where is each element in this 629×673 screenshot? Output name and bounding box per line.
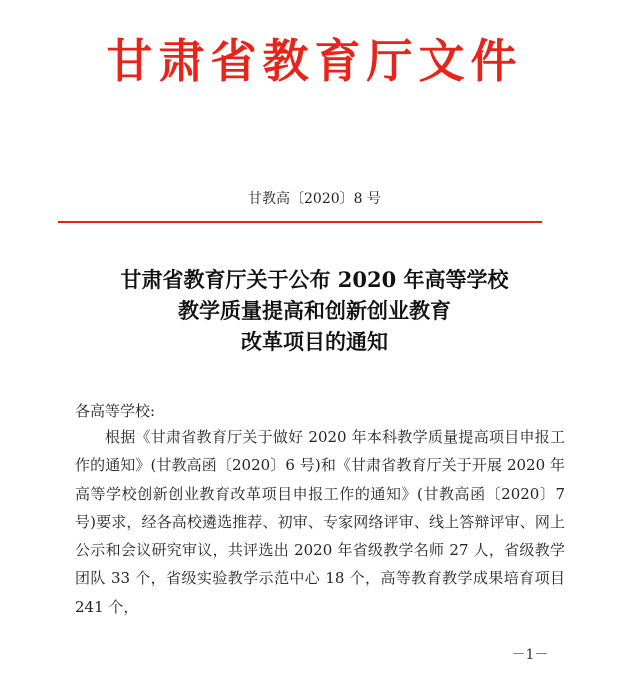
page-number: －1－ <box>511 647 549 663</box>
notice-title-line-1: 甘肃省教育厅关于公布 2020 年高等学校 <box>120 267 509 292</box>
issuer-header-title: 甘肃省教育厅文件 <box>106 34 523 88</box>
notice-title-line-2: 教学质量提高和创新创业教育 <box>178 298 451 323</box>
salutation: 各高等学校: <box>75 402 156 420</box>
notice-title <box>0 264 629 357</box>
body-paragraph: 根据《甘肃省教育厅关于做好 2020 年本科教学质量提高项目申报工作的通知》(甘教高函〔2020〕6 号)和《甘肃省教育厅关于开展 2020 年高等学校创新创业教育改革项目申报工作的通知》(甘教高函〔2020〕7 号)要求，经各高校遴选推荐、初审、专家网络评审、线上答辩评审、网上公示和会议研究审议，共评选出 2020 年省级教学名师 27 人，省级教学团队 33 个，省级实验教学示范中心 18 个，高等教育教学成果培育项目 241 个， <box>75 428 565 616</box>
notice-title-line-3: 改革项目的通知 <box>241 329 388 354</box>
red-divider-line <box>58 221 542 223</box>
document-number: 甘教高〔2020〕8 号 <box>248 191 381 207</box>
